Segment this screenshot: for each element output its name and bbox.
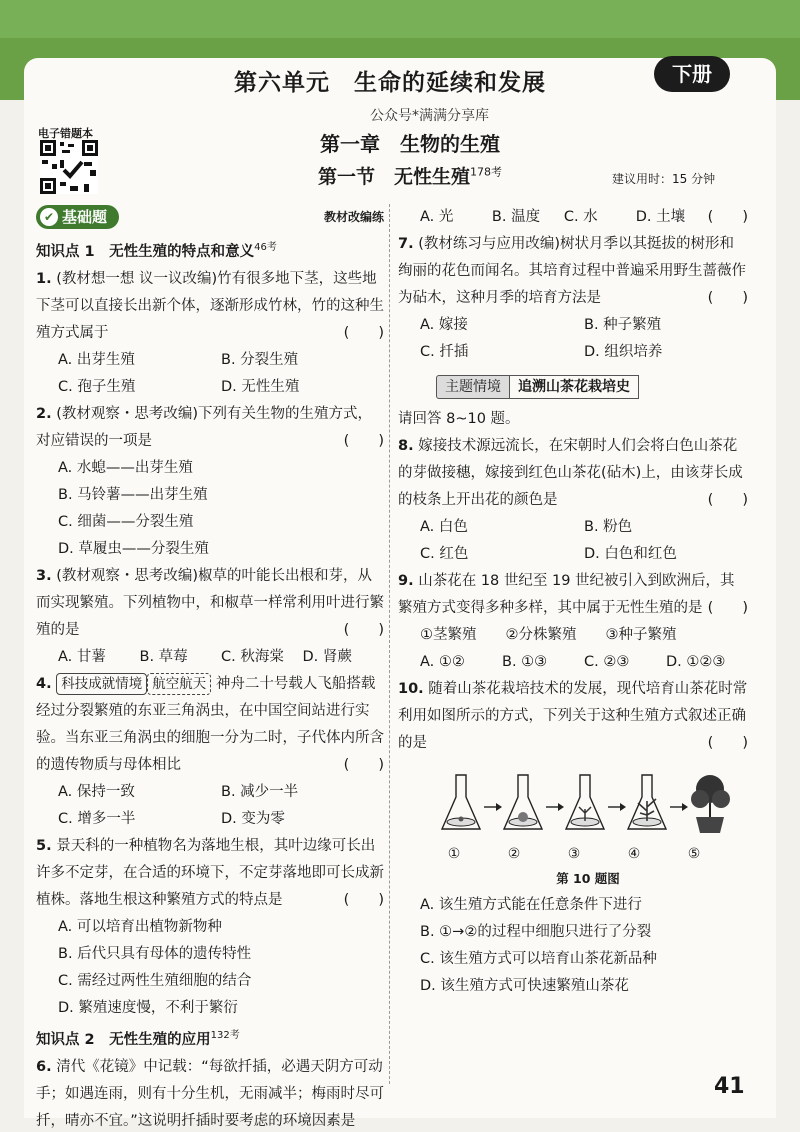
q8-option-c[interactable]: C. 红色 bbox=[420, 546, 469, 562]
figure-label-4: ④ bbox=[627, 846, 641, 862]
suggested-time: 建议用时：15 分钟 bbox=[612, 172, 716, 186]
q9-items: ①茎繁殖 ②分株繁殖 ③种子繁殖 bbox=[420, 627, 677, 643]
q5-option-d[interactable]: D. 繁殖速度慢，不利于繁衍 bbox=[58, 999, 238, 1016]
q5-text: 景天科的一种植物名为落地生根，其叶边缘可长出许多不定芽，在合适的环境下，不定芽落地即可长成新植株。落地生根这种繁殖方式的特点是 bbox=[36, 837, 384, 908]
knowledge-point-2 bbox=[36, 1022, 384, 1054]
q5-answer-paren[interactable]: ( ) bbox=[343, 891, 384, 908]
q3-text: (教材观察・思考改编)椒草的叶能长出根和芽，从而实现繁殖。下列植物中，和椒草一样常利用叶进行繁殖的是 bbox=[36, 567, 384, 638]
question-1 bbox=[36, 266, 384, 401]
q1-number: 1. bbox=[36, 270, 52, 287]
q8-answer-paren[interactable]: ( ) bbox=[707, 492, 748, 508]
q9-text: 山茶花在 18 世纪至 19 世纪被引入到欧洲后，其繁殖方式变得多种多样，其中属于无性生殖的是 bbox=[398, 573, 735, 616]
q4-number: 4. bbox=[36, 675, 52, 692]
q4-option-d[interactable]: D. 变为零 bbox=[221, 810, 285, 827]
question-4 bbox=[36, 671, 384, 833]
q10-option-b[interactable]: B. ①→②的过程中细胞只进行了分裂 bbox=[420, 924, 652, 940]
column-divider bbox=[389, 204, 390, 1084]
basic-badge bbox=[36, 205, 119, 229]
q1-text: (教材想一想 议一议改编)竹有很多地下茎，这些地下茎可以直接长出新个体，逐渐形成竹林，竹的这种生殖方式属于 bbox=[36, 270, 384, 341]
kp2-mark: 132考 bbox=[210, 1029, 240, 1041]
q8-text: 嫁接技术源远流长，在宋朝时人们会将白色山茶花的芽做接穗，嫁接到红色山茶花(砧木)上，由该芽长成的枝条上开出花的颜色是 bbox=[398, 438, 743, 508]
section-title-text: 第一节 无性生殖 bbox=[317, 166, 470, 188]
theme-context-bar bbox=[436, 374, 748, 400]
q8-option-a[interactable]: A. 白色 bbox=[420, 519, 468, 535]
q8-option-b[interactable]: B. 粉色 bbox=[584, 519, 633, 535]
q1-option-c[interactable]: C. 孢子生殖 bbox=[58, 378, 136, 395]
q6-answer-paren[interactable]: ( ) bbox=[707, 209, 748, 225]
qr-label: 电子错题本 bbox=[38, 127, 93, 140]
basic-section-bar bbox=[36, 204, 384, 230]
q8-option-d[interactable]: D. 白色和红色 bbox=[584, 546, 677, 562]
q6-option-c[interactable]: C. 水 bbox=[563, 209, 598, 225]
question-2 bbox=[36, 401, 384, 563]
figure-caption: 第 10 题图 bbox=[556, 871, 620, 886]
answer-hint: 请回答 8~10 题。 bbox=[398, 411, 520, 427]
q9-option-b[interactable]: B. ①③ bbox=[502, 654, 548, 670]
q2-number: 2. bbox=[36, 405, 52, 422]
q1-option-d[interactable]: D. 无性生殖 bbox=[221, 378, 300, 395]
question-3 bbox=[36, 563, 384, 671]
q8-number: 8. bbox=[398, 438, 414, 454]
q7-option-d[interactable]: D. 组织培养 bbox=[584, 344, 663, 360]
q5-option-c[interactable]: C. 需经过两性生殖细胞的结合 bbox=[58, 972, 252, 989]
q7-option-c[interactable]: C. 扦插 bbox=[420, 344, 469, 360]
q3-option-b[interactable]: B. 草莓 bbox=[139, 648, 188, 665]
q4-option-b[interactable]: B. 减少一半 bbox=[221, 783, 299, 800]
section-title bbox=[260, 162, 560, 189]
theme-label: 主题情境 bbox=[436, 375, 510, 399]
q6-number: 6. bbox=[36, 1058, 52, 1075]
tissue-culture-figure bbox=[434, 767, 734, 863]
q10-option-c[interactable]: C. 该生殖方式可以培育山茶花新品种 bbox=[420, 951, 657, 967]
q1-option-a[interactable]: A. 出芽生殖 bbox=[58, 351, 135, 368]
q4-answer-paren[interactable]: ( ) bbox=[343, 756, 384, 773]
q9-number: 9. bbox=[398, 573, 414, 589]
q10-answer-paren[interactable]: ( ) bbox=[707, 735, 748, 751]
kp1-mark: 46考 bbox=[254, 242, 277, 253]
unit-title: 第六单元 生命的延续和发展 bbox=[234, 70, 546, 96]
basic-note: 教材改编练 bbox=[323, 209, 384, 224]
q5-option-b[interactable]: B. 后代只具有母体的遗传特性 bbox=[58, 945, 252, 962]
q6-option-d[interactable]: D. 土壤 bbox=[635, 209, 686, 225]
q6-option-a[interactable]: A. 光 bbox=[420, 209, 454, 225]
q1-answer-paren[interactable]: ( ) bbox=[343, 324, 384, 341]
q7-option-a[interactable]: A. 嫁接 bbox=[420, 317, 468, 333]
q7-option-b[interactable]: B. 种子繁殖 bbox=[584, 317, 662, 333]
q3-option-a[interactable]: A. 甘薯 bbox=[58, 648, 106, 665]
watermark-text: 公众号*满满分享库 bbox=[370, 108, 489, 124]
figure-label-2: ② bbox=[507, 846, 521, 862]
q10-option-d[interactable]: D. 该生殖方式可快速繁殖山茶花 bbox=[420, 978, 629, 994]
basic-badge-label: 基础题 bbox=[62, 208, 108, 226]
q4-text: 神舟二十号载人飞船搭载经过分裂繁殖的东亚三角涡虫，在中国空间站进行实验。当东亚三角涡虫的细胞一分为二时，子代体内所含的遗传物质与母体相比 bbox=[36, 675, 384, 773]
question-8 bbox=[398, 433, 748, 568]
q4-option-a[interactable]: A. 保持一致 bbox=[58, 783, 135, 800]
q7-answer-paren[interactable]: ( ) bbox=[707, 290, 748, 306]
q9-option-c[interactable]: C. ②③ bbox=[584, 654, 630, 670]
q10-option-a[interactable]: A. 该生殖方式能在任意条件下进行 bbox=[420, 897, 642, 913]
chapter-title: 第一章 生物的生殖 bbox=[320, 132, 500, 156]
q3-number: 3. bbox=[36, 567, 52, 584]
q5-option-a[interactable]: A. 可以培育出植物新物种 bbox=[58, 918, 222, 935]
q2-option-b[interactable]: B. 马铃薯——出芽生殖 bbox=[58, 486, 208, 503]
question-5 bbox=[36, 833, 384, 1022]
q6-option-b[interactable]: B. 温度 bbox=[491, 209, 541, 225]
q9-option-a[interactable]: A. ①② bbox=[420, 654, 465, 670]
q7-number: 7. bbox=[398, 236, 414, 252]
q9-answer-paren[interactable]: ( ) bbox=[707, 600, 748, 616]
check-icon: ✔ bbox=[40, 208, 58, 226]
theme-title: 追溯山茶花栽培史 bbox=[510, 375, 639, 399]
q1-option-b[interactable]: B. 分裂生殖 bbox=[221, 351, 299, 368]
q6-text: 清代《花镜》中记载：“每欲扦插，必遇天阴方可动手；如遇连雨，则有十分生机，无雨减半；梅雨时尽可扦，晴亦不宜。”这说明扦插时要考虑的环境因素是 bbox=[36, 1058, 384, 1129]
question-6 bbox=[36, 1054, 384, 1132]
knowledge-point-1 bbox=[36, 234, 384, 266]
q2-answer-paren[interactable]: ( ) bbox=[343, 432, 384, 449]
q4-option-c[interactable]: C. 增多一半 bbox=[58, 810, 136, 827]
q3-answer-paren[interactable]: ( ) bbox=[343, 621, 384, 638]
q10-number: 10. bbox=[398, 681, 424, 697]
q10-text: 随着山茶花栽培技术的发展，现代培育山茶花时常利用如图所示的方式，下列关于这种生殖方式叙述正确的是 bbox=[398, 681, 748, 751]
top-banner-strip bbox=[0, 0, 800, 38]
q7-text: (教材练习与应用改编)树状月季以其挺拔的树形和绚丽的花色而闻名。其培育过程中普遍采用野生蔷薇作为砧木，这种月季的培育方法是 bbox=[398, 236, 746, 306]
q2-option-c[interactable]: C. 细菌——分裂生殖 bbox=[58, 513, 194, 530]
right-column bbox=[398, 204, 748, 1000]
qr-code-icon[interactable] bbox=[40, 140, 98, 194]
section-exam-mark: 178考 bbox=[470, 165, 502, 179]
q4-tag-topic: 航空航天 bbox=[147, 673, 211, 695]
q3-option-c[interactable]: C. 秋海棠 bbox=[221, 648, 284, 665]
kp1-title: 知识点 1 无性生殖的特点和意义 bbox=[36, 243, 255, 260]
q4-tag-context: 科技成就情境 bbox=[56, 673, 147, 695]
figure-label-1: ① bbox=[447, 846, 461, 862]
question-10 bbox=[398, 676, 748, 1000]
question-7 bbox=[398, 231, 748, 366]
volume-badge: 下册 bbox=[654, 56, 730, 92]
page-number: 41 bbox=[714, 1074, 745, 1099]
q2-option-a[interactable]: A. 水螅——出芽生殖 bbox=[58, 459, 193, 476]
q2-text: (教材观察・思考改编)下列有关生物的生殖方式，对应错误的一项是 bbox=[36, 405, 373, 449]
question-6-answer bbox=[398, 204, 748, 231]
question-9 bbox=[398, 568, 748, 676]
q5-number: 5. bbox=[36, 837, 52, 854]
q9-option-d[interactable]: D. ①②③ bbox=[666, 654, 726, 670]
q3-option-d[interactable]: D. 肾蕨 bbox=[302, 648, 352, 665]
kp2-title: 知识点 2 无性生殖的应用 bbox=[36, 1031, 211, 1048]
left-column bbox=[36, 204, 384, 1132]
figure-label-3: ③ bbox=[567, 846, 581, 862]
figure-label-5: ⑤ bbox=[687, 846, 701, 862]
q2-option-d[interactable]: D. 草履虫——分裂生殖 bbox=[58, 540, 209, 557]
